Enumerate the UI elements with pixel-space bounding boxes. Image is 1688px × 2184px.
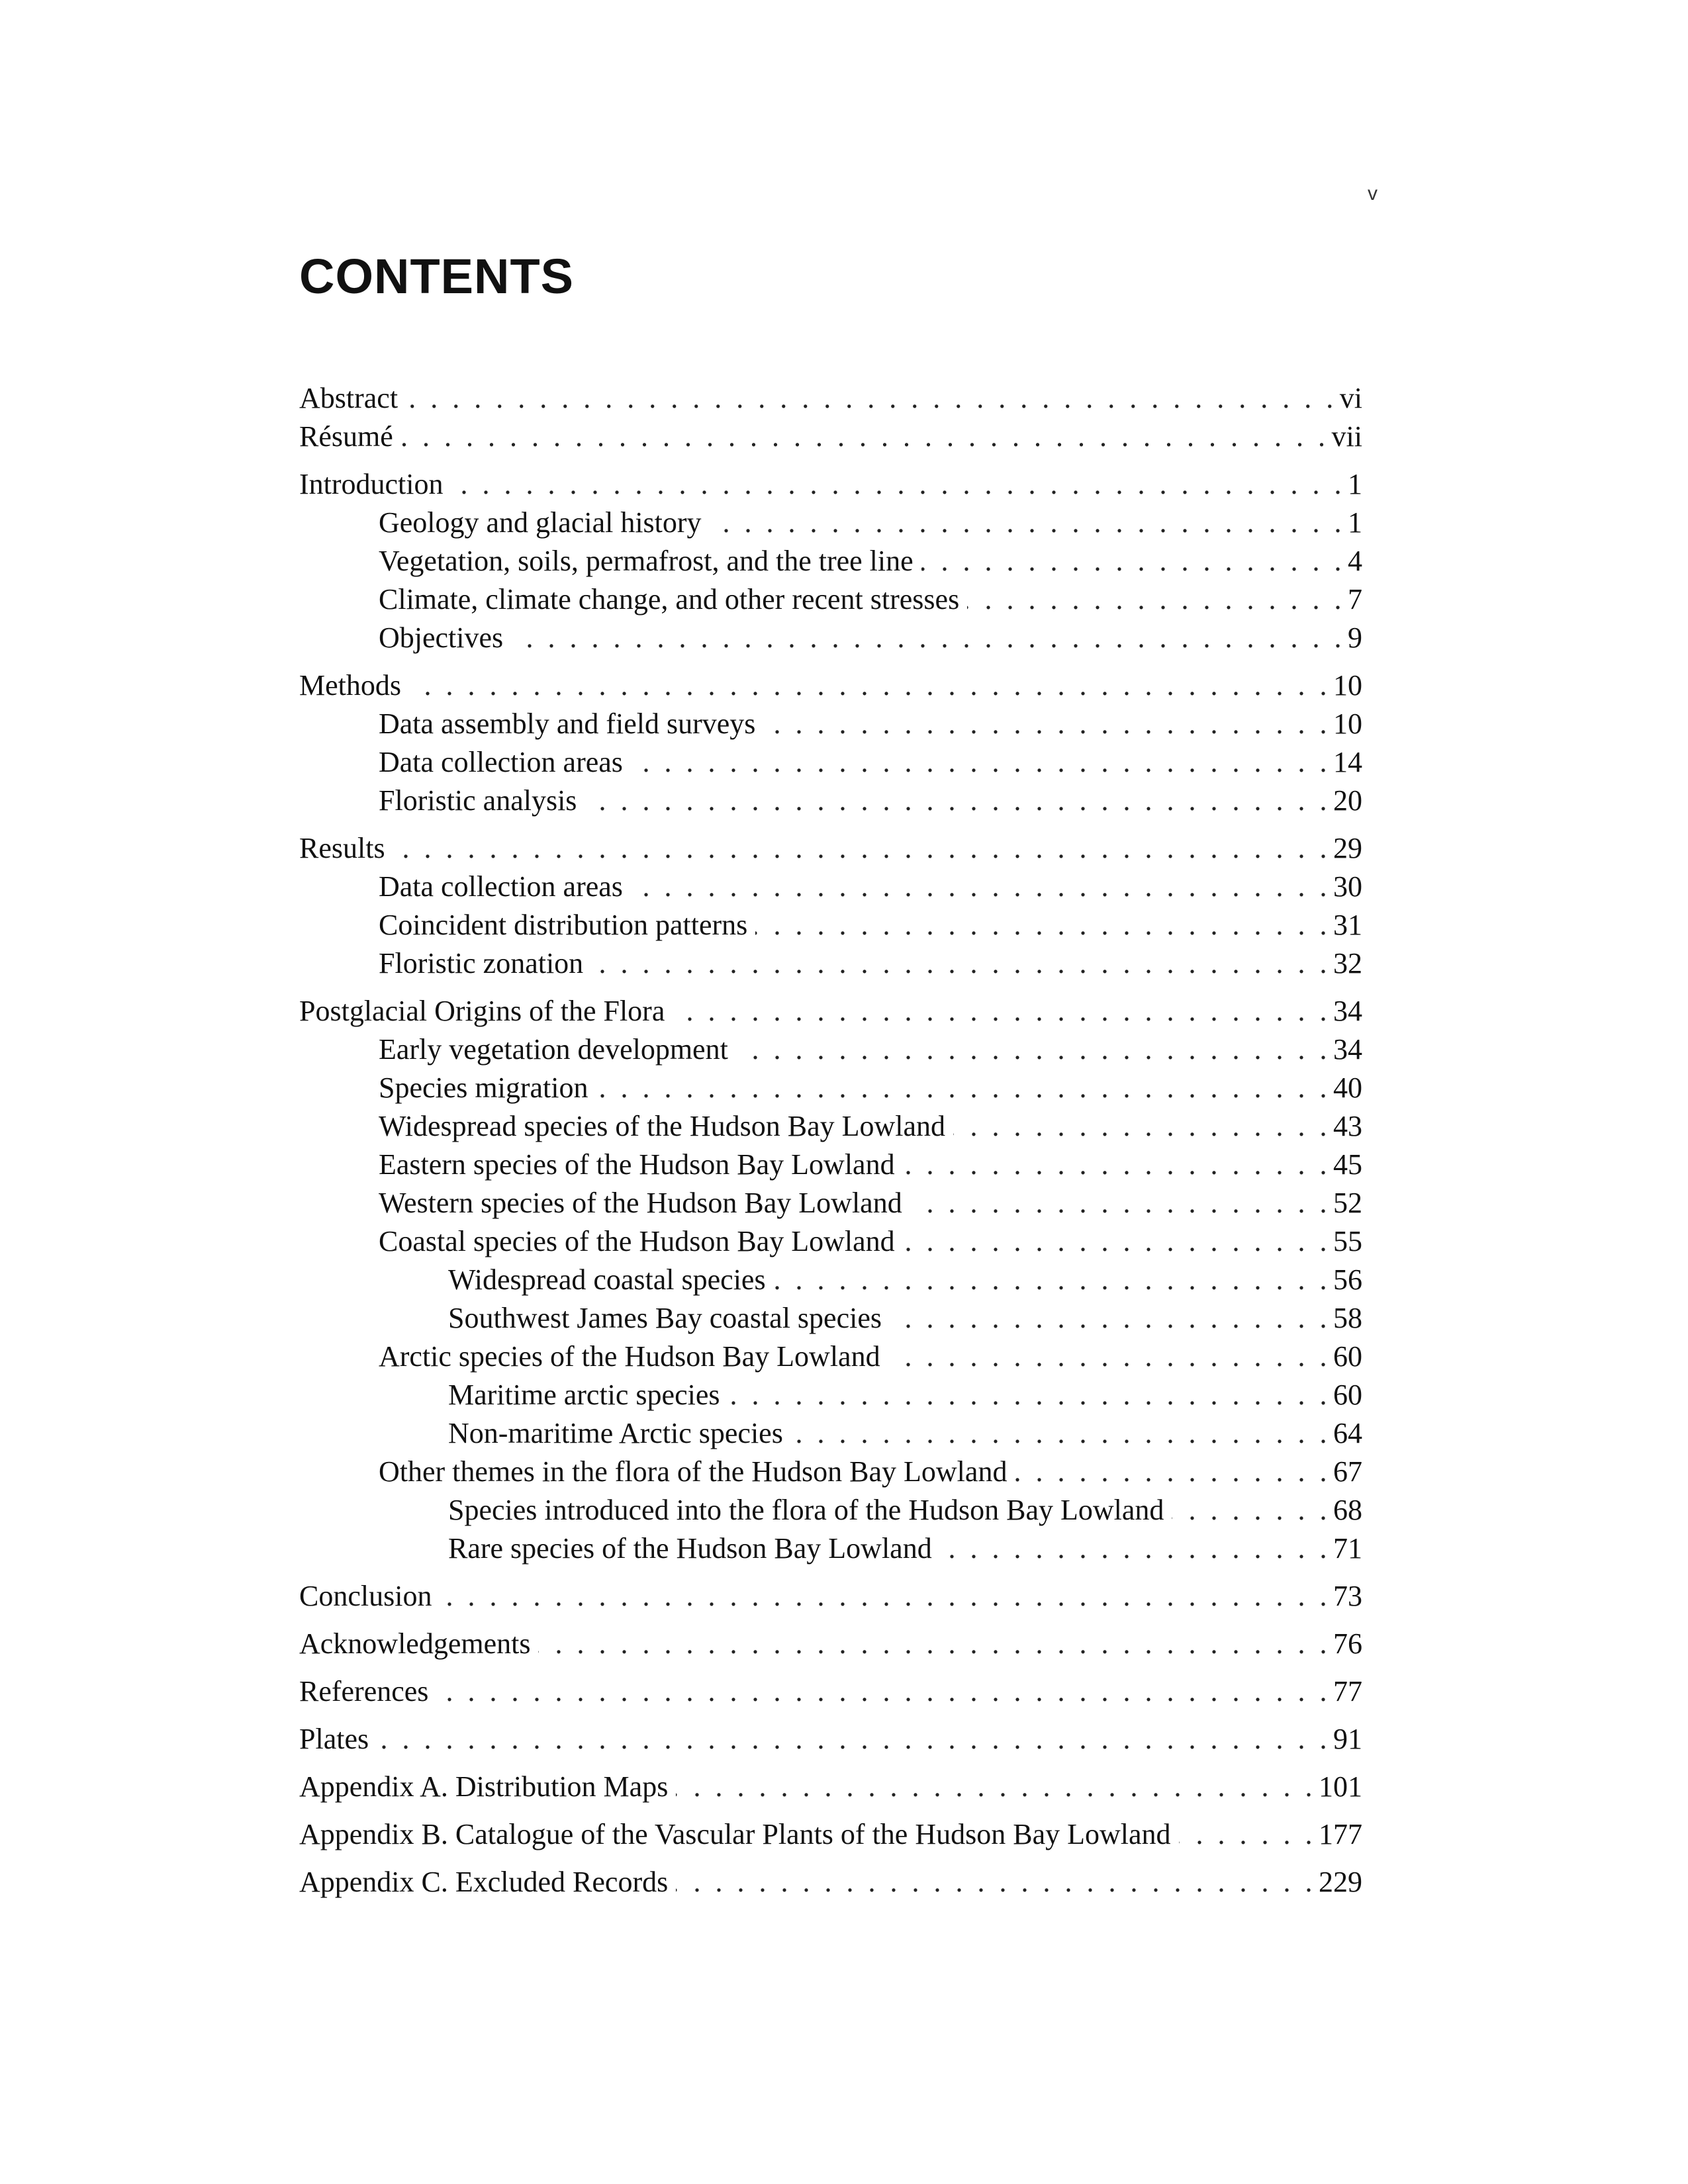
toc-entry (299, 1261, 1362, 1299)
toc-entry-label: Non-maritime Arctic species (448, 1417, 783, 1449)
toc-entry-label: Appendix B. Catalogue of the Vascular Plants of the Hudson Bay Lowland (299, 1818, 1171, 1850)
dot-leader (631, 868, 1331, 906)
dot-leader (888, 1338, 1331, 1376)
toc-entry (299, 1069, 1362, 1107)
toc-entry-label: Objectives (379, 621, 504, 654)
toc-entry-label: Coincident distribution patterns (379, 909, 748, 941)
toc-entry-page: 30 (1333, 870, 1362, 903)
toc-entry-label: Floristic analysis (379, 784, 577, 817)
toc-entry-label: Résumé (299, 420, 393, 453)
toc-entry (299, 504, 1362, 542)
toc-entry (299, 1222, 1362, 1261)
toc-entry-label: Southwest James Bay coastal species (448, 1302, 882, 1334)
toc-entry-label: Rare species of the Hudson Bay Lowland (448, 1532, 932, 1565)
toc-entry (299, 666, 1362, 705)
toc-entry (299, 1453, 1362, 1491)
toc-entry-label: Widespread species of the Hudson Bay Lowland (379, 1110, 946, 1142)
toc-entry (299, 1625, 1362, 1663)
dot-leader (451, 465, 1345, 504)
dot-leader (511, 619, 1345, 657)
dot-leader (393, 829, 1331, 868)
toc-entry-label: Species migration (379, 1071, 588, 1104)
toc-entry-page: 55 (1333, 1225, 1362, 1257)
toc-entry-label: Coastal species of the Hudson Bay Lowland (379, 1225, 895, 1257)
toc-entry (299, 1863, 1362, 1901)
toc-entry-label: Data collection areas (379, 746, 623, 778)
dot-leader (727, 1376, 1331, 1414)
toc-entry (299, 705, 1362, 743)
toc-entry (299, 1720, 1362, 1758)
toc-entry (299, 1815, 1362, 1854)
toc-entry-label: Eastern species of the Hudson Bay Lowland (379, 1148, 895, 1181)
dot-leader (673, 992, 1331, 1030)
toc-entry-page: 91 (1333, 1723, 1362, 1755)
toc-entry-page: 58 (1333, 1302, 1362, 1334)
dot-leader (409, 666, 1331, 705)
dot-leader (940, 1529, 1331, 1568)
toc-entry-page: 29 (1333, 832, 1362, 864)
toc-entry-page: 40 (1333, 1071, 1362, 1104)
toc-entry-page: 177 (1319, 1818, 1362, 1850)
toc-entry-page: 34 (1333, 1033, 1362, 1066)
toc-entry (299, 542, 1362, 580)
toc-entry (299, 580, 1362, 619)
dot-leader (440, 1577, 1331, 1615)
toc-entry-label: Arctic species of the Hudson Bay Lowland (379, 1340, 880, 1373)
toc-entry (299, 944, 1362, 983)
dot-leader (890, 1299, 1331, 1338)
dot-leader (903, 1222, 1331, 1261)
page-number: v (1368, 183, 1378, 205)
toc-entry-page: 67 (1333, 1455, 1362, 1488)
dot-leader (967, 580, 1345, 619)
toc-entry-label: Data assembly and field surveys (379, 707, 756, 740)
toc-entry-page: 14 (1333, 746, 1362, 778)
toc-entry-page: 4 (1348, 545, 1362, 577)
dot-leader (538, 1625, 1331, 1663)
toc-entry-label: Methods (299, 669, 401, 702)
dot-leader (406, 379, 1337, 418)
toc-entry-label: Other themes in the flora of the Hudson Bay Lowland (379, 1455, 1008, 1488)
toc-entry-page: 52 (1333, 1187, 1362, 1219)
table-of-contents (299, 379, 1362, 1901)
toc-entry-page: 68 (1333, 1494, 1362, 1526)
page-title: CONTENTS (299, 249, 574, 304)
toc-entry (299, 992, 1362, 1030)
dot-leader (1015, 1453, 1331, 1491)
dot-leader (910, 1184, 1331, 1222)
toc-entry-page: 7 (1348, 583, 1362, 615)
toc-entry-page: 45 (1333, 1148, 1362, 1181)
toc-entry (299, 1146, 1362, 1184)
toc-entry-page: 9 (1348, 621, 1362, 654)
toc-entry (299, 906, 1362, 944)
dot-leader (774, 1261, 1331, 1299)
toc-entry-label: Geology and glacial history (379, 506, 702, 539)
dot-leader (377, 1720, 1331, 1758)
toc-entry-label: Appendix C. Excluded Records (299, 1866, 669, 1898)
toc-entry-label: Western species of the Hudson Bay Lowland (379, 1187, 902, 1219)
toc-entry (299, 1030, 1362, 1069)
toc-entry-page: 76 (1333, 1627, 1362, 1660)
toc-entry (299, 1529, 1362, 1568)
dot-leader (903, 1146, 1331, 1184)
dot-leader (921, 542, 1345, 580)
toc-entry-page: 32 (1333, 947, 1362, 979)
toc-entry-label: References (299, 1675, 429, 1707)
toc-entry-label: Acknowledgements (299, 1627, 531, 1660)
toc-entry-label: Conclusion (299, 1580, 432, 1612)
toc-entry-page: 1 (1348, 468, 1362, 500)
toc-entry (299, 1107, 1362, 1146)
dot-leader (710, 504, 1345, 542)
toc-entry-page: 71 (1333, 1532, 1362, 1565)
toc-entry-label: Abstract (299, 382, 399, 414)
toc-entry (299, 868, 1362, 906)
toc-entry-page: 73 (1333, 1580, 1362, 1612)
dot-leader (755, 906, 1331, 944)
toc-entry-page: 10 (1333, 707, 1362, 740)
dot-leader (585, 782, 1331, 820)
toc-entry-label: Climate, climate change, and other recent stresses (379, 583, 960, 615)
toc-entry-page: 77 (1333, 1675, 1362, 1707)
toc-entry-label: Results (299, 832, 385, 864)
toc-entry-page: 64 (1333, 1417, 1362, 1449)
toc-entry-label: Introduction (299, 468, 444, 500)
dot-leader (1172, 1491, 1331, 1529)
toc-entry-label: Data collection areas (379, 870, 623, 903)
toc-entry (299, 418, 1362, 456)
toc-entry (299, 1299, 1362, 1338)
toc-entry (299, 379, 1362, 418)
toc-entry-page: 56 (1333, 1263, 1362, 1296)
toc-entry-page: vii (1331, 420, 1362, 453)
toc-entry (299, 782, 1362, 820)
dot-leader (631, 743, 1331, 782)
toc-entry (299, 829, 1362, 868)
toc-entry-label: Postglacial Origins of the Flora (299, 995, 665, 1027)
toc-entry-page: 34 (1333, 995, 1362, 1027)
dot-leader (676, 1768, 1316, 1806)
dot-leader (591, 944, 1331, 983)
toc-entry-label: Appendix A. Distribution Maps (299, 1770, 669, 1803)
toc-entry-page: 60 (1333, 1379, 1362, 1411)
toc-entry (299, 1376, 1362, 1414)
toc-entry (299, 1184, 1362, 1222)
toc-entry-label: Plates (299, 1723, 369, 1755)
toc-entry (299, 1672, 1362, 1711)
dot-leader (676, 1863, 1316, 1901)
toc-entry (299, 743, 1362, 782)
dot-leader (596, 1069, 1331, 1107)
toc-entry-label: Maritime arctic species (448, 1379, 720, 1411)
toc-entry-page: 43 (1333, 1110, 1362, 1142)
toc-entry-page: 101 (1319, 1770, 1362, 1803)
toc-entry-label: Widespread coastal species (448, 1263, 766, 1296)
dot-leader (763, 705, 1331, 743)
dot-leader (1179, 1815, 1316, 1854)
toc-entry-page: 1 (1348, 506, 1362, 539)
toc-entry-label: Species introduced into the flora of the Hudson Bay Lowland (448, 1494, 1164, 1526)
toc-entry-page: 31 (1333, 909, 1362, 941)
toc-entry-page: 229 (1319, 1866, 1362, 1898)
dot-leader (401, 418, 1329, 456)
toc-entry-label: Vegetation, soils, permafrost, and the tree line (379, 545, 914, 577)
toc-entry (299, 1414, 1362, 1453)
toc-entry (299, 1577, 1362, 1615)
toc-entry (299, 465, 1362, 504)
dot-leader (953, 1107, 1331, 1146)
toc-entry (299, 1768, 1362, 1806)
toc-entry-page: 20 (1333, 784, 1362, 817)
toc-entry-page: vi (1339, 382, 1362, 414)
toc-entry-page: 10 (1333, 669, 1362, 702)
toc-entry (299, 1491, 1362, 1529)
toc-entry-label: Floristic zonation (379, 947, 584, 979)
toc-entry (299, 1338, 1362, 1376)
dot-leader (736, 1030, 1331, 1069)
toc-entry (299, 619, 1362, 657)
toc-entry-page: 60 (1333, 1340, 1362, 1373)
dot-leader (791, 1414, 1331, 1453)
dot-leader (436, 1672, 1331, 1711)
toc-entry-label: Early vegetation development (379, 1033, 728, 1066)
